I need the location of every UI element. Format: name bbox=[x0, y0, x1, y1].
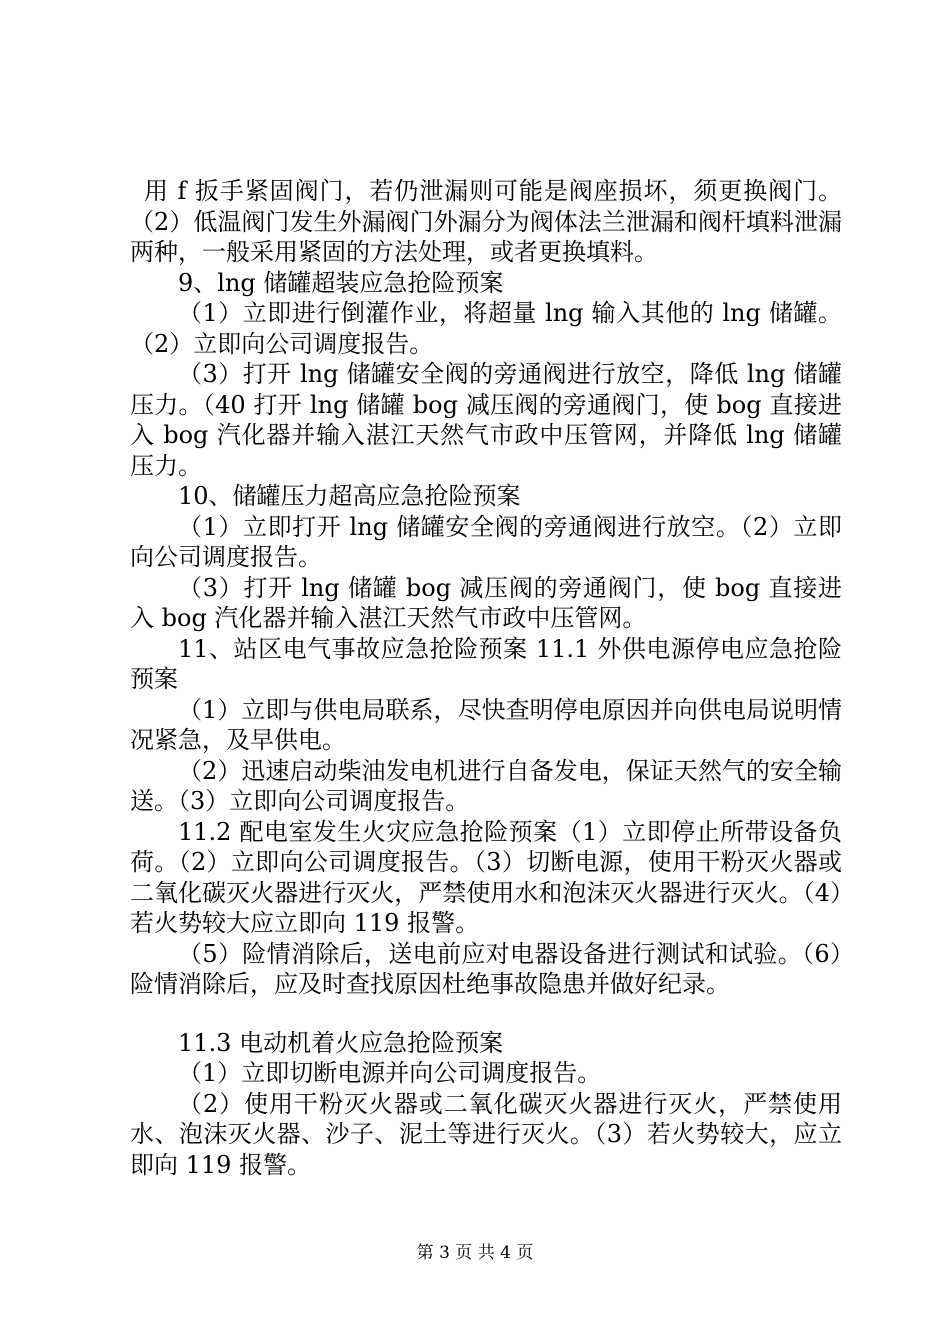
paragraph-valve-tightening: 用 f 扳手紧固阀门，若仍泄漏则可能是阀座损坏，须更换阀门。（2）低温阀门发生外漏阀门外漏分为阀体法兰泄漏和阀杆填料泄漏两种，一般采用紧固的方法处理，或者更换填料。 bbox=[130, 177, 842, 266]
paragraph-11-3-step-1: （1）立即切断电源并向公司调度报告。 bbox=[178, 1059, 602, 1087]
paragraph-11-3-step-2: （2）使用干粉灭火器或二氧化碳灭火器进行灭火，严禁使用水、泡沫灭火器、沙子、泥土等进行灭火。（3）若火势较大，应立即向 119 报警。 bbox=[130, 1089, 842, 1179]
paragraph-11-2-step-5: （5）险情消除后，送电前应对电器设备进行测试和试验。（6）险情消除后，应及时查找原因杜绝事故隐患并做好纪录。 bbox=[130, 939, 842, 998]
paragraph-11-2: 11.2 配电室发生火灾应急抢险预案（1）立即停止所带设备负荷。（2）立即向公司调度报告。（3）切断电源，使用干粉灭火器或二氧化碳灭火器进行灭火，严禁使用水和泡沫灭火器进行灭火。（4）若火势较大应立即向 119 报警。 bbox=[130, 817, 842, 937]
paragraph-11-1-step-2: （2）迅速启动柴油发电机进行自备发电，保证天然气的安全输送。（3）立即向公司调度报告。 bbox=[130, 756, 842, 815]
paragraph-9-step-3: （3）打开 lng 储罐安全阀的旁通阀进行放空，降低 lng 储罐压力。（40 打开 lng 储罐 bog 减压阀的旁通阀门，使 bog 直接进入 bog 汽化器并输入湛江天然气市政中压管网，并降低 lng 储罐压力。 bbox=[130, 360, 842, 480]
heading-section-11: 11、站区电气事故应急抢险预案 11.1 外供电源停电应急抢险预案 bbox=[130, 634, 842, 693]
paragraph-11-1-step-1: （1）立即与供电局联系，尽快查明停电原因并向供电局说明情况紧急，及早供电。 bbox=[130, 695, 842, 754]
paragraph-9-step-1: （1）立即进行倒灌作业，将超量 lng 输入其他的 lng 储罐。（2）立即向公司调度报告。 bbox=[130, 299, 842, 358]
page-number-label: 第 3 页 共 4 页 bbox=[416, 1243, 534, 1263]
paragraph-10-step-3: （3）打开 lng 储罐 bog 减压阀的旁通阀门，使 bog 直接进入 bog 汽化器并输入湛江天然气市政中压管网。 bbox=[130, 573, 842, 632]
paragraph-10-step-1: （1）立即打开 lng 储罐安全阀的旁通阀进行放空。（2）立即向公司调度报告。 bbox=[130, 512, 842, 571]
page-footer bbox=[0, 1242, 950, 1264]
heading-section-10: 10、储罐压力超高应急抢险预案 bbox=[178, 482, 521, 510]
heading-section-9: 9、lng 储罐超装应急抢险预案 bbox=[178, 268, 504, 297]
heading-section-11-3: 11.3 电动机着火应急抢险预案 bbox=[178, 1028, 504, 1057]
document-body bbox=[130, 176, 842, 1180]
